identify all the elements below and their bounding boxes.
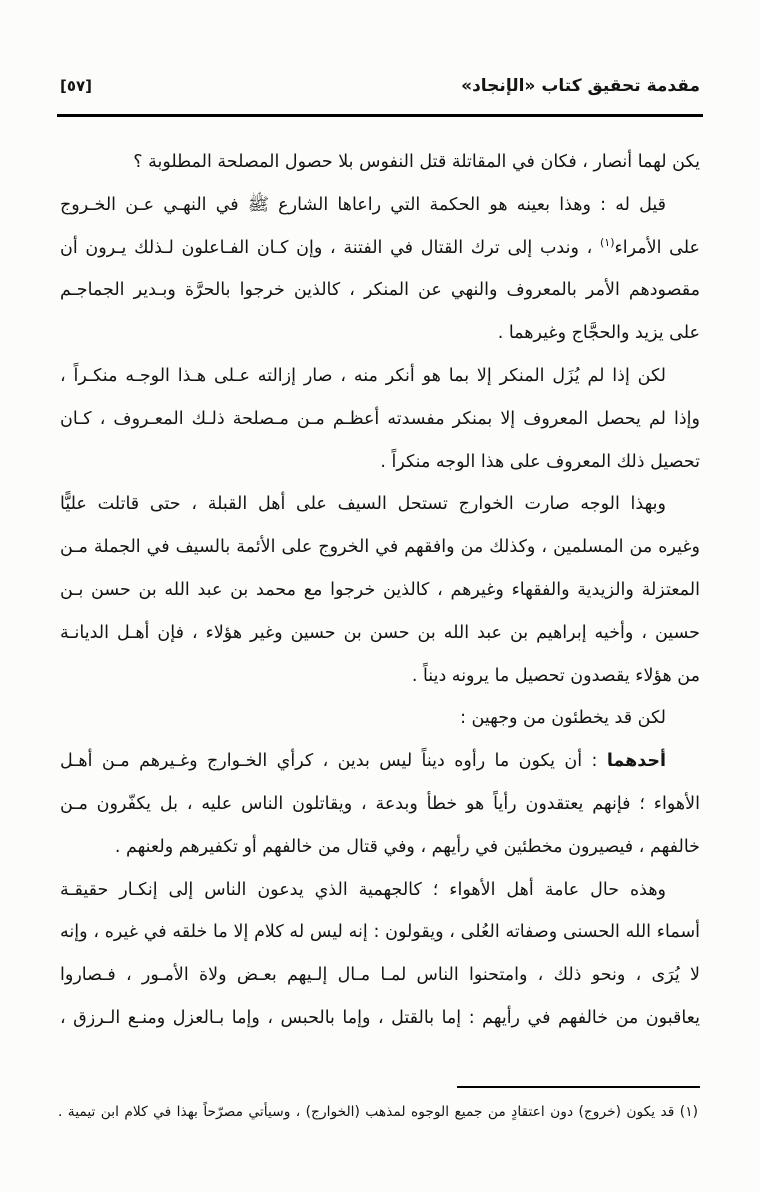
text-line [60, 569, 700, 612]
text-segment: قيل له : وهذا بعينه هو الحكمة التي راعاها الشارع ﷺ في النهـي عـن الخـروج [60, 194, 666, 215]
text-line [60, 697, 700, 740]
text-segment: تحصيل ذلك المعروف على هذا الوجه منكراً . [380, 451, 700, 472]
text-line [60, 227, 700, 270]
text-segment: وبهذا الوجه صارت الخوارج تستحل السيف على أهل القبلة ، حتى قاتلت عليًّا [60, 494, 666, 515]
header-title: مقدمة تحقيق كتاب «الإنجاد» [461, 76, 700, 96]
text-line [60, 740, 700, 783]
text-segment: لكن قد يخطئون من وجهين : [460, 708, 666, 729]
page-number: [٥٧] [60, 77, 93, 95]
text-segment: من هؤلاء يقصدون تحصيل ما يرونه ديناً . [411, 665, 700, 686]
text-segment: وغيره من المسلمين ، وكذلك من وافقهم في الخروج على الأئمة بالسيف في الجملة مـن [60, 537, 700, 558]
footnote-ref: (١) [599, 235, 615, 249]
text-segment: لكن إذا لم يُزَل المنكر إلا بما هو أنكر منه ، صار إزالته عـلى هـذا الوجـه منكـراً ، [60, 365, 666, 386]
text-line [60, 141, 700, 184]
text-line [60, 655, 700, 698]
text-segment: لا يُرَى ، ونحو ذلك ، وامتحنوا الناس لمـا مـال إلـيهم بعـض ولاة الأمـور ، فـصاروا [60, 965, 700, 986]
body-text [60, 141, 700, 1040]
text-line [60, 269, 700, 312]
text-line [60, 869, 700, 912]
footnote-separator [457, 1086, 700, 1088]
text-line [60, 997, 700, 1040]
text-line [60, 783, 700, 826]
text-segment: يعاقبون من خالفهم في رأيهم : إما بالقتل ، وإما بالحبس ، وإما بـالعزل ومنـع الـرزق ، [60, 1007, 700, 1028]
text-line [60, 954, 700, 997]
text-line [60, 355, 700, 398]
text-line [60, 312, 700, 355]
text-line [60, 911, 700, 954]
text-segment: أسماء الله الحسنى وصفاته العُلى ، ويقولون : إنه ليس له كلام إلا ما خلقه في غيره ، وإنه [60, 922, 700, 943]
text-segment: ، وندب إلى ترك القتال في الفتنة ، وإن كـان الفـاعلون لـذلك يـرون أن [60, 237, 600, 258]
text-segment: وإذا لم يحصل المعروف إلا بمنكر مفسدته أعظـم مـن مـصلحة ذلـك المعـروف ، كـان [60, 408, 700, 429]
text-line [60, 441, 700, 484]
text-segment: على الأمراء [614, 237, 700, 258]
text-segment: حسين ، وأخيه إبراهيم بن عبد الله بن حسن بن حسين وغير هؤلاء ، فإن أهـل الديانـة [60, 622, 700, 643]
text-segment: : أن يكون ما رأوه ديناً ليس بدين ، كرأي الخـوارج وغـيرهم مـن أهـل [60, 751, 607, 772]
footnote: (١) قد يكون (خروج) دون اعتقادٍ من جميع الوجوه لمذهب (الخوارج) ، وسيأتي مصرّحاً بهذا في كلام ابن تيمية . [58, 1104, 698, 1120]
text-segment: خالفهم ، فيصيرون مخطئين في رأيهم ، وفي قتال من خالفهم أو تكفيرهم ولعنهم . [114, 836, 700, 857]
text-line [60, 398, 700, 441]
text-line [60, 612, 700, 655]
text-line [60, 184, 700, 227]
text-segment: أحدهما [606, 751, 666, 772]
text-line [60, 826, 700, 869]
text-line [60, 483, 700, 526]
text-segment: الأهواء ؛ فإنهم يعتقدون رأياً هو خطأ وبدعة ، ويقاتلون الناس عليه ، بل يكفّرون مـن [60, 793, 700, 814]
text-segment: على يزيد والحجَّاج وغيرهما . [497, 323, 700, 344]
page-header [60, 76, 700, 96]
text-segment: يكن لهما أنصار ، فكان في المقاتلة قتل النفوس بلا حصول المصلحة المطلوبة ؟ [133, 152, 700, 172]
text-line [60, 526, 700, 569]
header-rule [57, 114, 703, 117]
text-segment: وهذه حال عامة أهل الأهواء ؛ كالجهمية الذي يدعون الناس إلى إنكـار حقيقـة [60, 879, 666, 900]
text-segment: مقصودهم الأمر بالمعروف والنهي عن المنكر ، كالذين خرجوا بالحرَّة وبـدير الجماجـم [60, 280, 700, 301]
text-segment: المعتزلة والزيدية والفقهاء وغيرهم ، كالذين خرجوا مع محمد بن عبد الله بن حسن بـن [60, 579, 700, 600]
